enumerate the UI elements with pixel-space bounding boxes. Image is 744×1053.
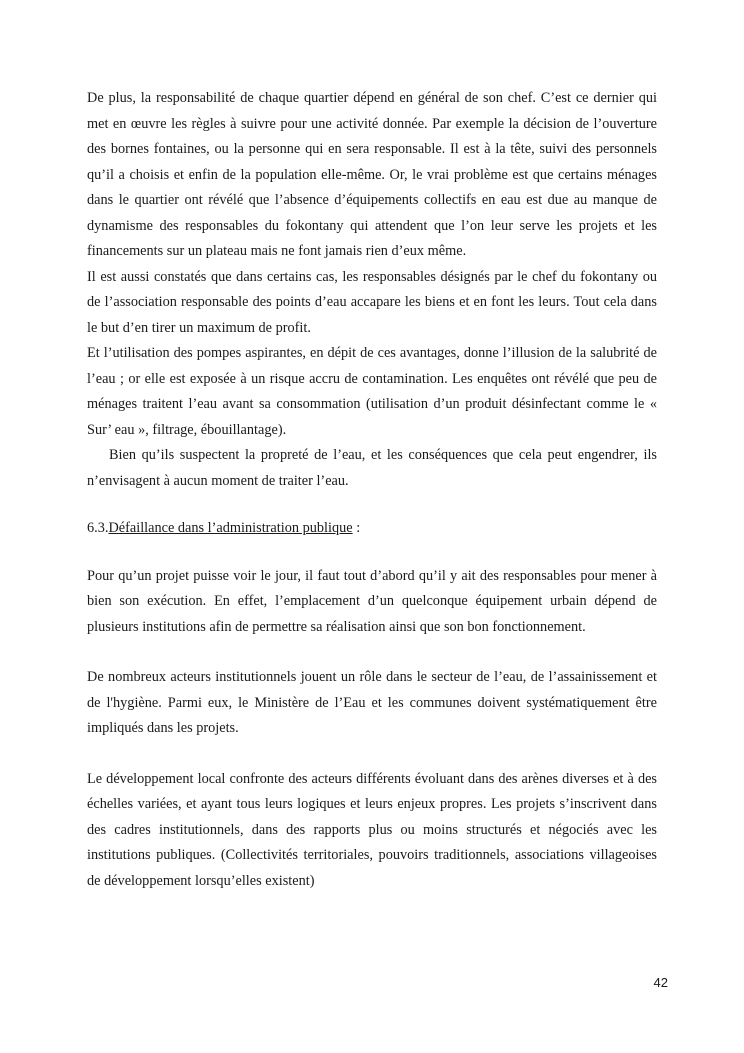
paragraph-pompes-aspirantes: Et l’utilisation des pompes aspirantes, en dépit de ces avantages, donne l’illusion de la salubrité de l’eau ; or elle est exposée à un risque accru de contamination. Les enquêtes ont révélé que peu de ménages traitent l’eau avant sa consommation (utilisation d’un produit désinfectant comme le « Sur’ eau », filtrage, ébouillantage). bbox=[87, 345, 657, 438]
section-suffix: : bbox=[352, 520, 361, 536]
spacer bbox=[87, 742, 657, 767]
document-body bbox=[87, 86, 657, 894]
section-number: 6.3. bbox=[87, 520, 109, 536]
section-heading bbox=[87, 516, 657, 542]
paragraph-developpement-local: Le développement local confronte des acteurs différents évoluant dans des arènes diverses et à des échelles variées, et ayant tous leurs logiques et leurs enjeux propres. Les projets s’inscrivent dans des cadres institutionnels, dans des rapports plus ou moins structurés et négociés avec les institutions publiques. (Collectivités territoriales, pouvoirs traditionnels, associations villageoises de développement lorsqu’elles existent) bbox=[87, 770, 657, 889]
spacer bbox=[87, 542, 657, 564]
page-number: 42 bbox=[653, 975, 668, 990]
spacer bbox=[87, 640, 657, 665]
paragraph-projet-responsables: Pour qu’un projet puisse voir le jour, il faut tout d’abord qu’il y ait des responsables pour mener à bien son exécution. En effet, l’emplacement d’un quelconque équipement urbain dépend de plusieurs institutions afin de permettre sa réalisation ainsi que son bon fonctionnement. bbox=[87, 567, 657, 635]
paragraph-traitement-eau: Bien qu’ils suspectent la propreté de l’eau, et les conséquences que cela peut engendrer, ils n’envisagent à aucun moment de traiter l’eau. bbox=[87, 447, 657, 489]
section-title: Défaillance dans l’administration publique bbox=[108, 520, 353, 536]
paragraph-responsables-accaparement: Il est aussi constatés que dans certains cas, les responsables désignés par le chef du fokontany ou de l’association responsable des points d’eau accapare les biens et en font les leurs. Tout cela dans le but d’en tirer un maximum de profit. bbox=[87, 268, 657, 336]
paragraph-acteurs-institutionnels: De nombreux acteurs institutionnels jouent un rôle dans le secteur de l’eau, de l’assainissement et de l'hygiène. Parmi eux, le Ministère de l’Eau et les communes doivent systématiquement être impliqués dans les projets. bbox=[87, 669, 657, 736]
paragraph-chef-responsabilite: De plus, la responsabilité de chaque quartier dépend en général de son chef. C’est ce dernier qui met en œuvre les règles à suivre pour une activité donnée. Par exemple la décision de l’ouverture des bornes fontaines, ou la personne qui en sera responsable. Il est à la tête, suivi des personnels qu’il a choisis et enfin de la population elle-même. Or, le vrai problème est que certains ménages dans le quartier ont révélé que l’absence d’équipements collectifs en eau est due au manque de dynamisme des responsables du fokontany qui attendent que l’on leur serve les projets et les financements sur un plateau mais ne font jamais rien d’eux même. bbox=[87, 90, 657, 259]
spacer bbox=[87, 494, 657, 516]
